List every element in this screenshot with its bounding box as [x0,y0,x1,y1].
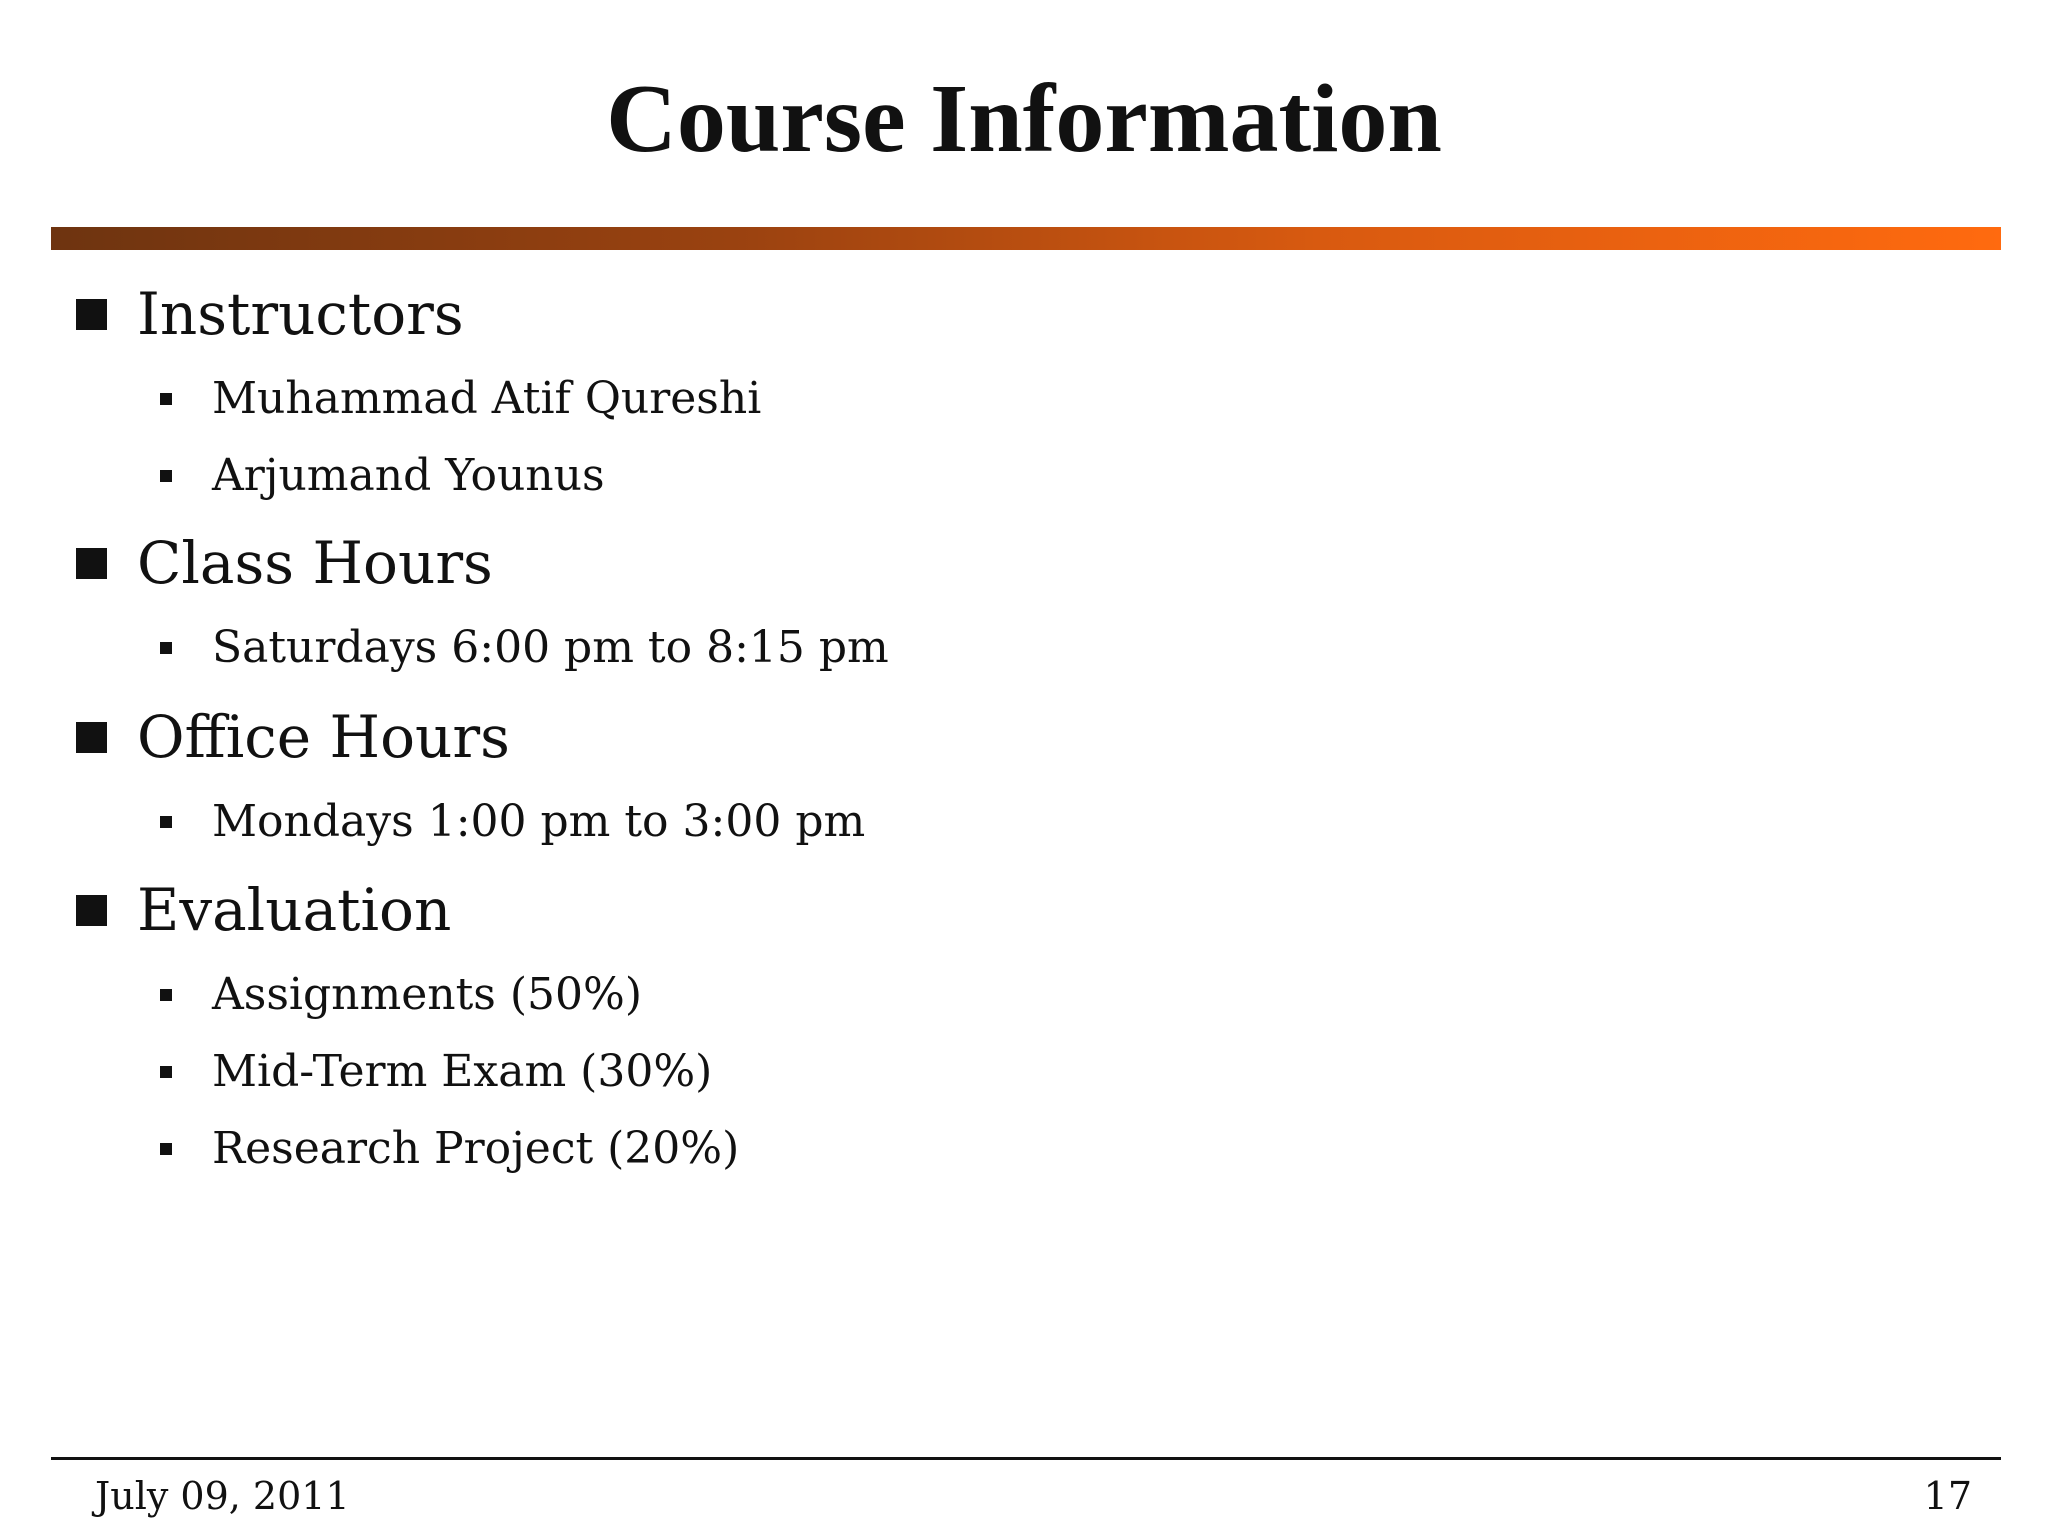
slide-title: Course Information [606,65,1442,173]
sub-bullet-item [160,1117,739,1181]
sub-bullet-text: Muhammad Atif Qureshi [212,373,762,424]
bullet-item-evaluation [76,870,451,950]
square-bullet-icon [76,722,107,753]
sub-bullet-item [160,1040,712,1104]
sub-bullet-text: Mid-Term Exam (30%) [212,1046,713,1097]
sub-bullet-item [160,790,865,854]
bullet-heading: Office Hours [137,703,510,771]
bullet-heading: Instructors [137,280,464,348]
bullet-heading: Evaluation [137,876,452,944]
small-square-bullet-icon [160,816,172,828]
sub-bullet-item [160,367,761,431]
footer-date: July 09, 2011 [95,1474,350,1518]
small-square-bullet-icon [160,642,172,654]
square-bullet-icon [76,548,107,579]
sub-bullet-item [160,444,605,508]
sub-bullet-text: Arjumand Younus [212,450,605,501]
footer-divider [51,1457,2001,1460]
sub-bullet-text: Mondays 1:00 pm to 3:00 pm [212,796,866,847]
sub-bullet-item [160,616,889,680]
bullet-item-office-hours [76,697,510,777]
square-bullet-icon [76,299,107,330]
sub-bullet-item [160,963,642,1027]
small-square-bullet-icon [160,470,172,482]
sub-bullet-text: Saturdays 6:00 pm to 8:15 pm [212,622,889,673]
small-square-bullet-icon [160,989,172,1001]
bullet-heading: Class Hours [137,529,493,597]
small-square-bullet-icon [160,1066,172,1078]
small-square-bullet-icon [160,1143,172,1155]
sub-bullet-text: Assignments (50%) [212,969,642,1020]
square-bullet-icon [76,895,107,926]
sub-bullet-text: Research Project (20%) [212,1123,740,1174]
page-number: 17 [1923,1474,1972,1518]
bullet-item-class-hours [76,523,493,603]
bullet-item-instructors [76,274,464,354]
small-square-bullet-icon [160,393,172,405]
